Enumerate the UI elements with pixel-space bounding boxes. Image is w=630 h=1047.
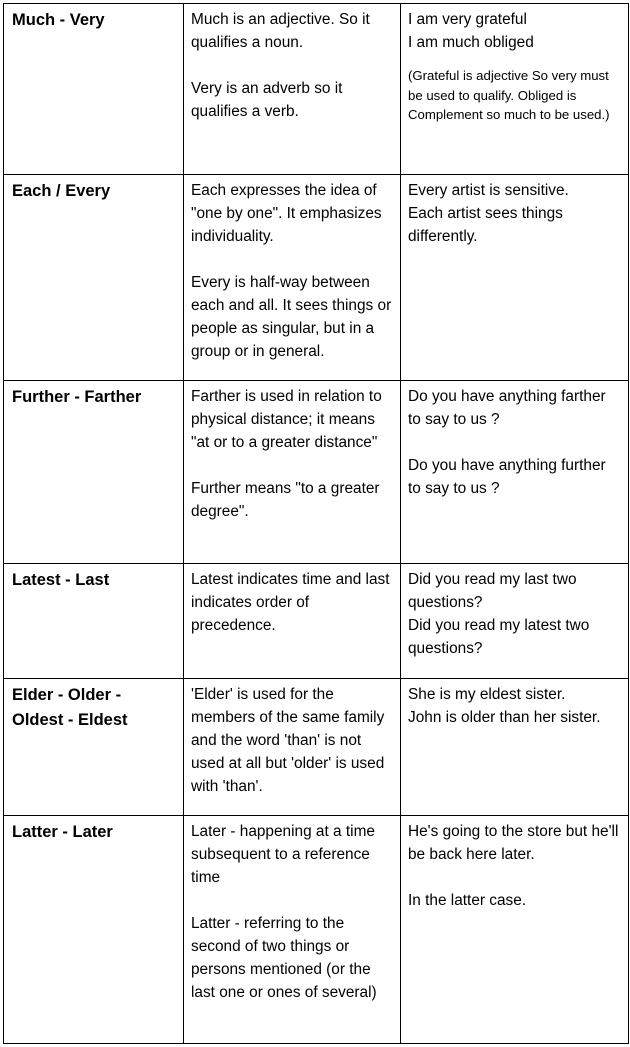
example-sentence: Do you have anything further to say to us ? xyxy=(408,457,606,497)
example-sentence: John is older than her sister. xyxy=(408,709,601,726)
table-row xyxy=(4,381,629,564)
example-sentence: In the latter case. xyxy=(408,892,527,909)
term-text: Latter - Later xyxy=(12,823,113,841)
term-text: Latest - Last xyxy=(12,571,110,589)
term-text: Much - Very xyxy=(12,11,105,29)
term-text: Further - Farther xyxy=(12,388,142,406)
example-cell xyxy=(401,564,629,679)
explanation-cell xyxy=(184,4,401,175)
example-sentence: Did you read my last two questions? xyxy=(408,571,577,611)
example-sentence: He's going to the store but he'll be back here later. xyxy=(408,823,619,863)
example-cell xyxy=(401,679,629,816)
table-row xyxy=(4,175,629,381)
example-sentence: Do you have anything farther to say to us ? xyxy=(408,388,606,428)
example-sentence: Every artist is sensitive. xyxy=(408,182,569,199)
explanation-paragraph: Farther is used in relation to physical distance; it means "at or to a greater distance" xyxy=(191,388,382,451)
explanation-cell xyxy=(184,679,401,816)
explanation-paragraph: 'Elder' is used for the members of the same family and the word 'than' is not used at all but 'older' is used with 'than'. xyxy=(191,686,385,795)
explanation-cell xyxy=(184,564,401,679)
explanation-cell xyxy=(184,816,401,1044)
explanation-cell xyxy=(184,175,401,381)
table-row xyxy=(4,564,629,679)
example-note: (Grateful is adjective So very must be used to qualify. Obliged is Complement so much to be used.) xyxy=(408,68,610,122)
term-cell xyxy=(4,4,184,175)
table-row xyxy=(4,679,629,816)
example-cell xyxy=(401,816,629,1044)
example-sentence: She is my eldest sister. xyxy=(408,686,566,703)
example-sentence: Each artist sees things differently. xyxy=(408,205,563,245)
explanation-paragraph: Latest indicates time and last indicates order of precedence. xyxy=(191,571,390,634)
term-cell xyxy=(4,381,184,564)
table-row xyxy=(4,816,629,1044)
example-cell xyxy=(401,381,629,564)
example-sentence: Did you read my latest two questions? xyxy=(408,617,590,657)
term-cell xyxy=(4,816,184,1044)
term-cell xyxy=(4,564,184,679)
explanation-paragraph: Latter - referring to the second of two things or persons mentioned (or the last one or ones of several) xyxy=(191,915,377,1001)
term-cell xyxy=(4,175,184,381)
explanation-paragraph: Later - happening at a time subsequent to a reference time xyxy=(191,823,375,886)
explanation-paragraph: Every is half-way between each and all. It sees things or people as singular, but in a group or in general. xyxy=(191,274,392,360)
table-row xyxy=(4,4,629,175)
example-cell xyxy=(401,4,629,175)
explanation-paragraph: Each expresses the idea of "one by one". It emphasizes individuality. xyxy=(191,182,382,245)
explanation-paragraph: Further means "to a greater degree". xyxy=(191,480,380,520)
example-cell xyxy=(401,175,629,381)
explanation-cell xyxy=(184,381,401,564)
term-text: Elder - Older - Oldest - Eldest xyxy=(12,686,128,729)
explanation-paragraph: Very is an adverb so it qualifies a verb. xyxy=(191,80,343,120)
explanation-paragraph: Much is an adjective. So it qualifies a noun. xyxy=(191,11,370,51)
term-cell xyxy=(4,679,184,816)
word-usage-table xyxy=(3,3,629,1044)
example-sentence: I am much obliged xyxy=(408,34,534,51)
example-sentence: I am very grateful xyxy=(408,11,527,28)
term-text: Each / Every xyxy=(12,182,111,200)
